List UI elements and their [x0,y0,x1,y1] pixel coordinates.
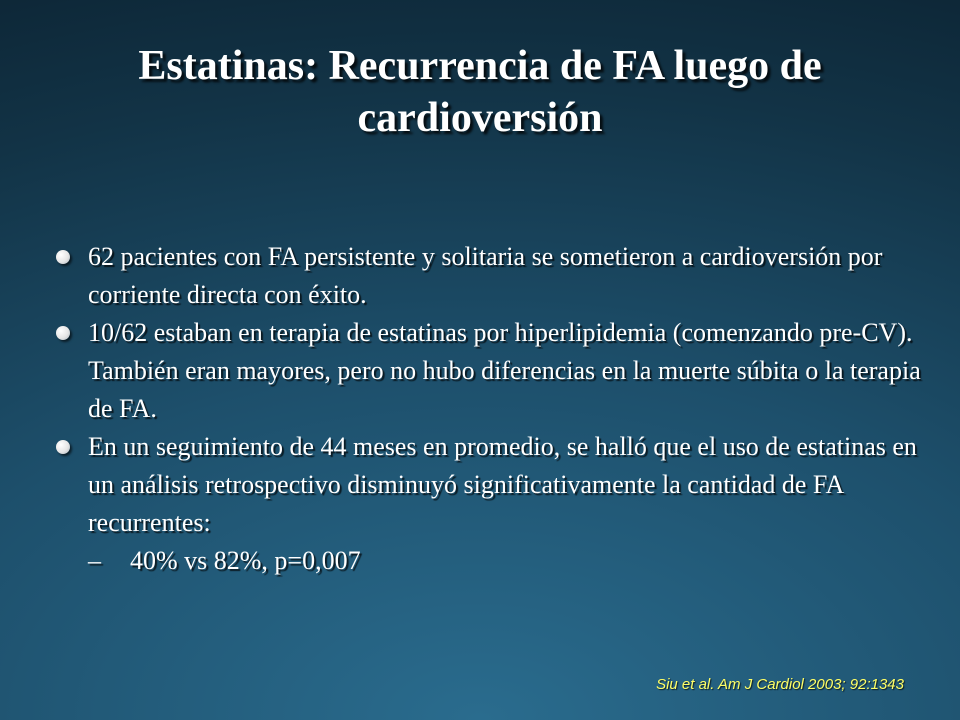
bullet-item-1 [50,238,930,314]
round-bullet-icon [56,440,70,454]
sub-bullet-text: 40% vs 82%, p=0,007 [130,546,361,575]
citation: Siu et al. Am J Cardiol 2003; 92:1343 [656,676,904,693]
bullet-text: 62 pacientes con FA persistente y solitaria se sometieron a cardioversión por corriente directa con éxito. [88,242,883,309]
bullet-text: 10/62 estaban en terapia de estatinas por hiperlipidemia (comenzando pre-CV). También eran mayores, pero no hubo diferencias en la muerte súbita o la terapia de FA. [88,318,921,423]
sub-bullet-item [50,542,930,580]
slide-title: Estatinas: Recurrencia de FA luego de cardioversión [138,43,822,141]
bullet-list [50,238,930,580]
bullet-item-2 [50,314,930,428]
dash-bullet-icon: – [88,546,101,575]
bullet-item-3 [50,428,930,542]
round-bullet-icon [56,326,70,340]
round-bullet-icon [56,250,70,264]
bullet-text: En un seguimiento de 44 meses en promedio, se halló que el uso de estatinas en un análisis retrospectivo disminuyó significativamente la cantidad de FA recurrentes: [88,432,917,537]
